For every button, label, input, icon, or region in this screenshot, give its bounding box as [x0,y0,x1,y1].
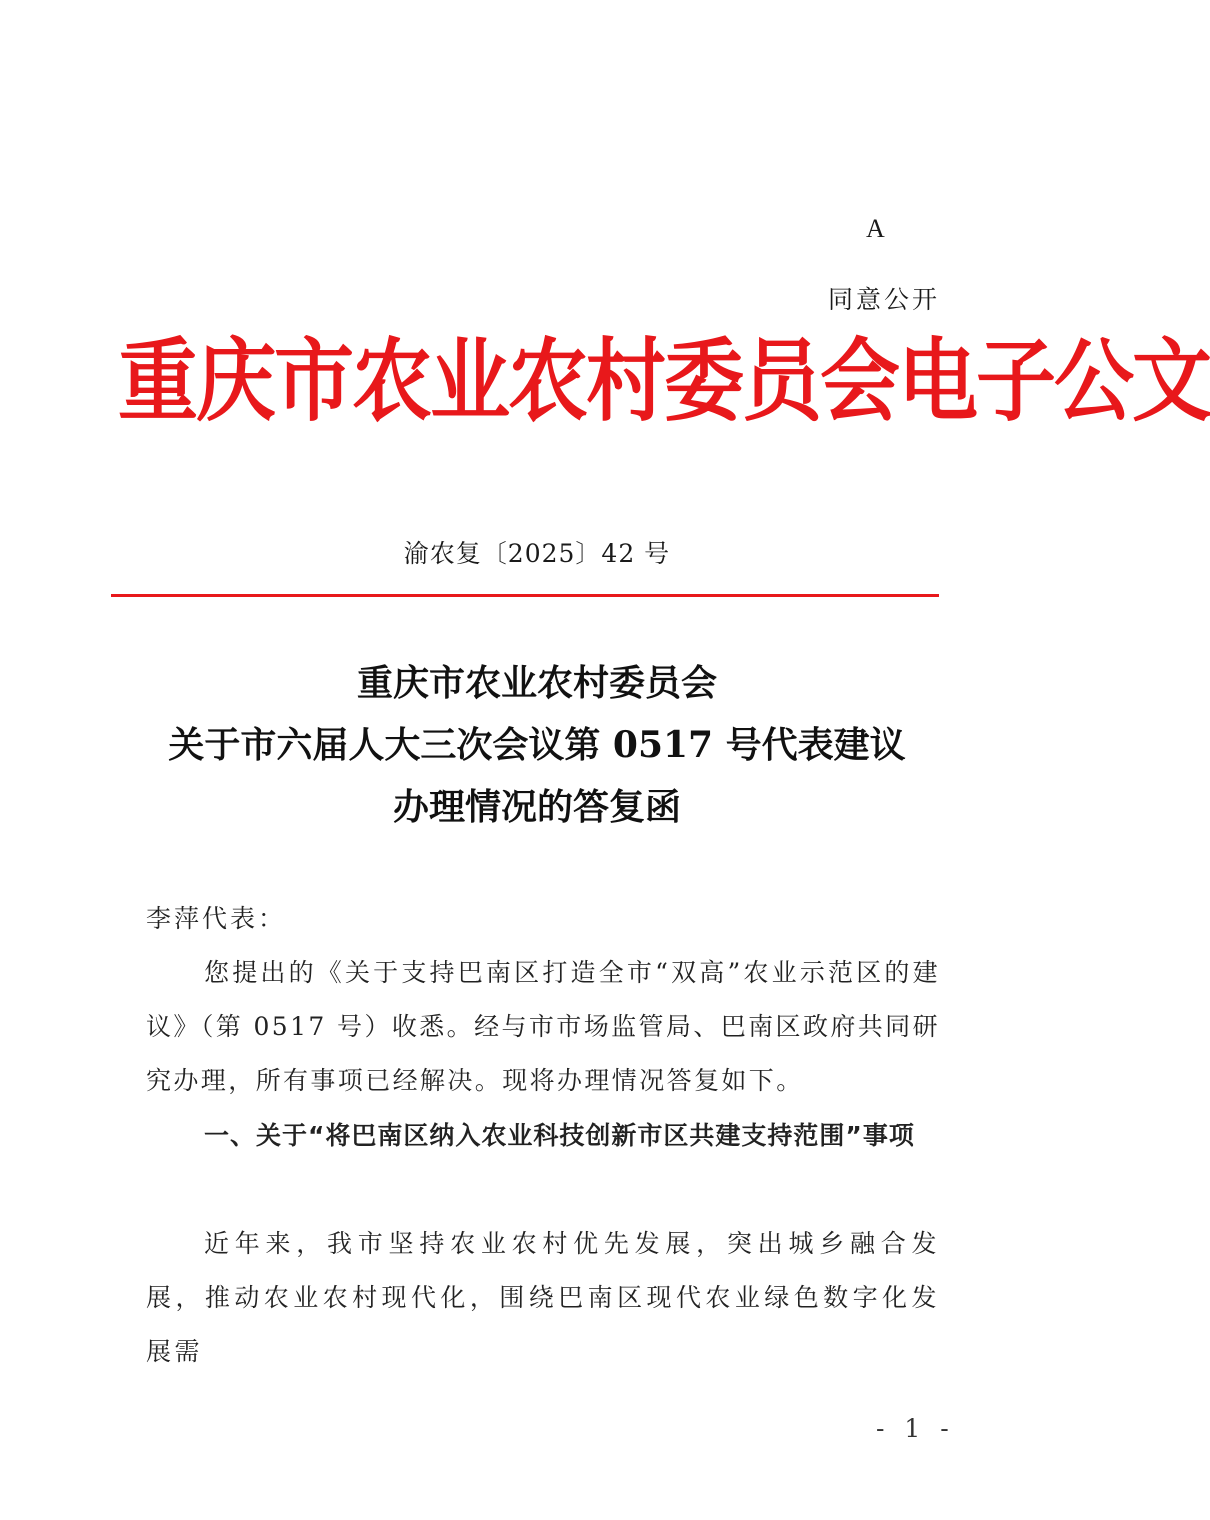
disclosure-status: 同意公开 [828,285,941,314]
salutation: 李萍代表： [146,904,287,933]
page-number: - 1 - [876,1414,955,1443]
title-line-3: 办理情况的答复函 [392,786,681,828]
document-title [100,652,974,838]
masthead-title: 重庆市农业农村委员会电子公文 [118,329,1210,434]
red-divider-line [111,594,939,597]
document-number: 渝农复〔2025〕42 号 [403,539,671,568]
title-line-2: 关于市六届人大三次会议第 0517 号代表建议 [168,724,906,766]
title-line-1: 重庆市农业农村委员会 [356,662,717,704]
classification-mark: A [866,214,885,243]
body-paragraph-2: 近年来，我市坚持农业农村优先发展，突出城乡融合发展，推动农业农村现代化，围绕巴南区现代农业绿色数字化发展需 [146,1229,940,1366]
body-paragraph-1: 您提出的《关于支持巴南区打造全市“双高”农业示范区的建议》（第 0517 号）收悉。经与市市场监管局、巴南区政府共同研究办理，所有事项已经解决。现将办理情况答复如下。 [146,958,940,1095]
section-heading-1: 一、关于“将巴南区纳入农业科技创新市区共建支持范围”事项 [204,1121,915,1150]
